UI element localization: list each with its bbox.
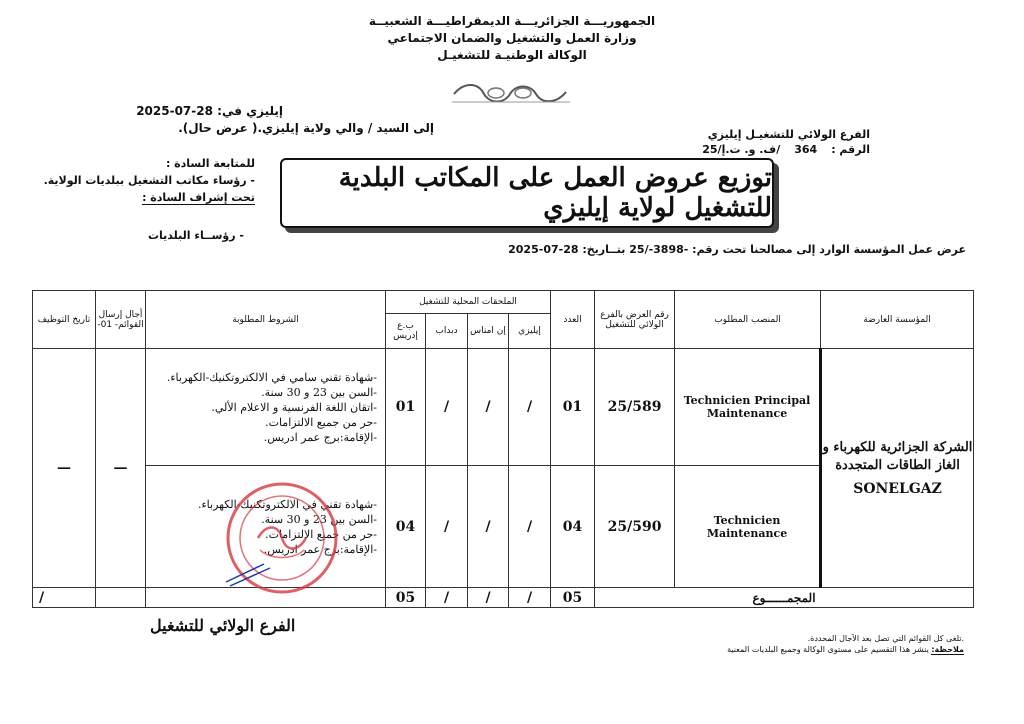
total-debdeb: / bbox=[426, 588, 468, 608]
condition-line: -السن بين 23 و 30 سنة. bbox=[261, 512, 377, 526]
position-cell: Technicien Principal Maintenance bbox=[675, 349, 821, 466]
addressee-line: إلى السيد / والي ولاية إيليزي.( عرض حال). bbox=[178, 121, 434, 135]
signature-branch: الفرع الولائي للتشغيل bbox=[150, 616, 296, 635]
note-text: ينشر هذا التقسيم على مستوى الوكالة وجميع البلديات المعنية bbox=[727, 645, 929, 654]
total-illizi: / bbox=[509, 588, 551, 608]
supervision-label: تحت إشراف السادة : bbox=[142, 191, 255, 204]
reference-number: 364 bbox=[794, 143, 818, 156]
header-annex-bbi: ب.ع إدريس bbox=[386, 314, 426, 349]
branch-name: الفرع الولائي للتشغيـل إيليزي bbox=[707, 128, 870, 141]
total-bbi: 05 bbox=[386, 588, 426, 608]
notes-block bbox=[727, 633, 964, 655]
total-hiring: / bbox=[33, 588, 96, 608]
condition-line: -حر من جميع الالتزامات. bbox=[265, 527, 377, 541]
header-hiring-date: تاريخ التوظيف bbox=[33, 291, 96, 349]
official-stamp bbox=[208, 476, 348, 600]
condition-line: -شهادة تقني سامي في الالكتروتكنيك-الكهرباء. bbox=[166, 370, 377, 384]
header-count: العدد bbox=[551, 291, 595, 349]
follow-label: للمتابعة السادة : bbox=[165, 157, 255, 170]
condition-line: -الإقامة:برج عمر ادريس. bbox=[263, 542, 377, 556]
header-annex-debdeb: دبداب bbox=[426, 314, 468, 349]
note-line-1: .تلغى كل القوائم التي تصل بعد الآجال المحددة. bbox=[807, 634, 964, 643]
reference-suffix: /ف. و. ت.إ/25 bbox=[702, 143, 781, 156]
count-cell: 01 bbox=[551, 349, 595, 466]
total-inamenas: / bbox=[468, 588, 509, 608]
republic-header: الجمهوريـــة الجزائريـــة الديمقراطيـــة الشعبيــة bbox=[368, 14, 656, 28]
deadline-cell: — bbox=[96, 349, 146, 588]
table-row bbox=[33, 349, 974, 466]
follow-item: - رؤساء مكاتب التشغيل ببلديات الولاية. bbox=[43, 174, 255, 187]
ministry-header: وزارة العمل والتشغيل والضمان الاجتماعي bbox=[387, 31, 637, 45]
hiring-date-cell: — bbox=[33, 349, 96, 588]
intro-line: عرض عمل المؤسسة الوارد إلى مصالحنا تحت رقم: -3898-/25 بتــاريخ: 28-07-2025 bbox=[508, 243, 966, 256]
note-label: ملاحظة: bbox=[931, 645, 964, 654]
institution-name-latin: SONELGAZ bbox=[853, 481, 942, 497]
agency-logo bbox=[448, 80, 574, 106]
condition-line: -اتقان اللغة الفرنسية و الاعلام الألي. bbox=[211, 400, 377, 414]
note-line-2 bbox=[727, 644, 964, 655]
total-label: المجمــــــوع bbox=[595, 588, 974, 608]
total-row bbox=[33, 588, 974, 608]
reference-label: الرقم : bbox=[831, 143, 870, 156]
condition-line: -السن بين 23 و 30 سنة. bbox=[261, 385, 377, 399]
position-cell: Technicien Maintenance bbox=[675, 466, 821, 588]
date-line: إيليزي في: 28-07-2025 bbox=[136, 104, 283, 118]
title-banner: توزيع عروض العمل على المكاتب البلدية للتشغيل لولاية إيليزي bbox=[280, 158, 774, 228]
total-count: 05 bbox=[551, 588, 595, 608]
offer-number-cell: 25/589 bbox=[595, 349, 675, 466]
header-deadline: أجال إرسال القوائم- 01- bbox=[96, 291, 146, 349]
condition-line: -شهادة تقني في الالكتروتكنيك-الكهرباء. bbox=[198, 497, 377, 511]
total-deadline-empty bbox=[96, 588, 146, 608]
condition-line: -حر من جميع الالتزامات. bbox=[265, 415, 377, 429]
count-cell: 04 bbox=[551, 466, 595, 588]
institution-cell bbox=[821, 349, 974, 588]
offers-table bbox=[32, 290, 974, 608]
annex-inamenas-cell: / bbox=[468, 466, 509, 588]
header-institution: المؤسسة العارضة bbox=[821, 291, 974, 349]
reference-line bbox=[702, 143, 870, 156]
annex-debdeb-cell: / bbox=[426, 466, 468, 588]
annex-debdeb-cell: / bbox=[426, 349, 468, 466]
agency-header: الوكالة الوطنيـة للتشغيـل bbox=[437, 48, 587, 62]
header-annex-illizi: إيليزي bbox=[509, 314, 551, 349]
annex-bbi-cell: 01 bbox=[386, 349, 426, 466]
header-annexes: الملحقات المحلية للتشغيل bbox=[386, 291, 551, 314]
annex-inamenas-cell: / bbox=[468, 349, 509, 466]
institution-name-ar: الشركة الجزائرية للكهرباء و الغاز الطاقات المتجددة bbox=[822, 440, 973, 473]
header-offer-number: رقم العرض بالفرع الولائي للتشغيل bbox=[595, 291, 675, 349]
offer-number-cell: 25/590 bbox=[595, 466, 675, 588]
condition-line: -الإقامة:برج عمر ادريس. bbox=[263, 430, 377, 444]
header-conditions: الشروط المطلوبة bbox=[146, 291, 386, 349]
supervision-item: - رؤســاء البلديات bbox=[147, 229, 244, 242]
annex-illizi-cell: / bbox=[509, 349, 551, 466]
header-annex-inamenas: إن امناس bbox=[468, 314, 509, 349]
annex-bbi-cell: 04 bbox=[386, 466, 426, 588]
header-position: المنصب المطلوب bbox=[675, 291, 821, 349]
annex-illizi-cell: / bbox=[509, 466, 551, 588]
conditions-cell bbox=[146, 349, 386, 466]
